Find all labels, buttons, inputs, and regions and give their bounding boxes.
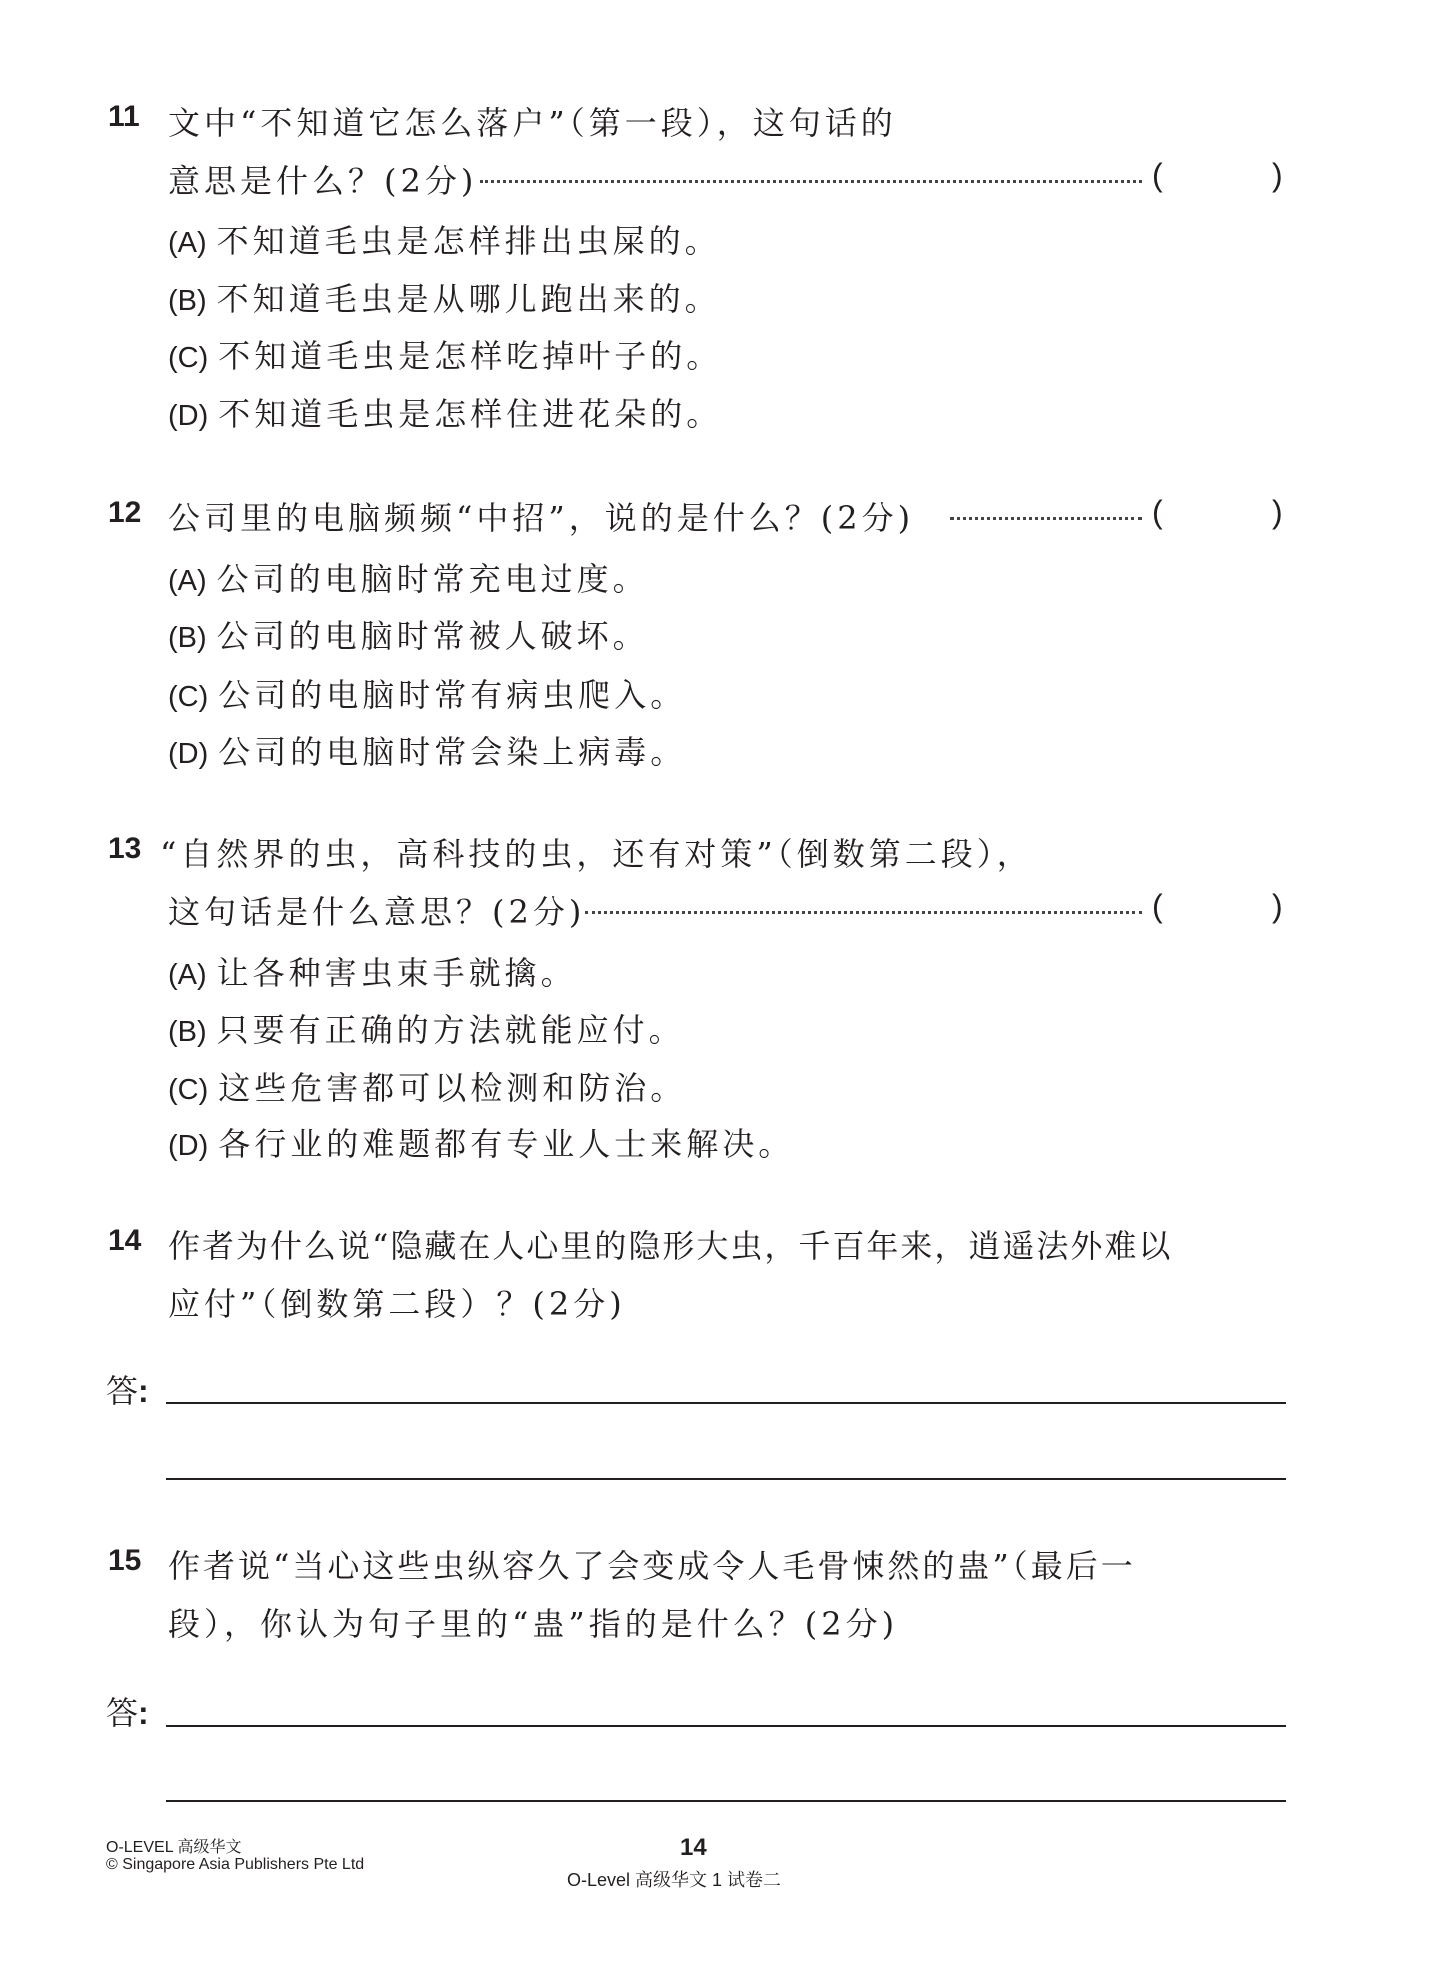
- option-label: (D): [168, 738, 209, 770]
- answer-bracket-close: ): [1272, 157, 1283, 193]
- answer-bracket-open: (: [1152, 157, 1163, 193]
- answer-label-text: 答: [106, 1694, 139, 1732]
- option-label: (C): [168, 1074, 209, 1106]
- question-text: 作者为什么说“隐藏在人心里的隐形大虫，千百年来，逍遥法外难以: [168, 1227, 1173, 1265]
- option-text: 不知道毛虫是从哪儿跑出来的。: [216, 280, 721, 318]
- question-number: 11: [108, 100, 140, 133]
- dotted-leader: [480, 180, 1142, 183]
- option-text: 公司的电脑时常有病虫爬入。: [218, 676, 687, 714]
- option-a: [168, 216, 721, 262]
- question-text: 作者说“当心这些虫纵容久了会变成令人毛骨悚然的蛊”（最后一: [168, 1547, 1136, 1585]
- answer-line[interactable]: [166, 1800, 1286, 1802]
- option-d: [168, 389, 722, 435]
- question-text: 公司里的电脑频频“中招”，说的是什么？(2分): [168, 499, 915, 537]
- option-c: [168, 1063, 686, 1109]
- answer-bracket-open: (: [1152, 494, 1163, 530]
- option-label: (B): [168, 622, 207, 654]
- question-number: 14: [108, 1224, 142, 1257]
- page-number: 14: [680, 1834, 707, 1861]
- option-b: [168, 611, 649, 657]
- option-text: 只要有正确的方法就能应付。: [216, 1011, 685, 1049]
- option-b: [168, 274, 721, 320]
- question-number: 12: [108, 496, 142, 529]
- answer-bracket-open: (: [1152, 888, 1163, 924]
- option-label: (C): [168, 342, 209, 374]
- option-a: [168, 554, 649, 600]
- question-text: 文中“不知道它怎么落户”（第一段），这句话的: [168, 104, 897, 142]
- option-d: [168, 727, 686, 773]
- footer-paper-title: O-Level 高级华文 1 试卷二: [567, 1870, 782, 1890]
- option-text: 不知道毛虫是怎样排出虫屎的。: [216, 222, 721, 260]
- question-text: 这句话是什么意思？(2分): [168, 893, 586, 931]
- option-label: (D): [168, 400, 209, 432]
- question-text: 应付”（倒数第二段）？(2分): [168, 1285, 626, 1323]
- question-text: 段），你认为句子里的“蛊”指的是什么？(2分): [168, 1605, 899, 1643]
- answer-label: [106, 1688, 149, 1734]
- option-text: 各行业的难题都有专业人士来解决。: [218, 1125, 795, 1163]
- option-text: 公司的电脑时常充电过度。: [216, 560, 649, 598]
- question-number: 15: [108, 1544, 142, 1577]
- dotted-leader: [585, 911, 1142, 914]
- question-text: “自然界的虫，高科技的虫，还有对策”（倒数第二段），: [160, 835, 1033, 873]
- question-number: 13: [108, 832, 142, 865]
- answer-colon: :: [138, 1695, 149, 1731]
- option-label: (D): [168, 1130, 209, 1162]
- option-label: (B): [168, 1016, 207, 1048]
- answer-colon: :: [138, 1373, 149, 1409]
- option-c: [168, 331, 722, 377]
- answer-label: [106, 1366, 149, 1412]
- option-a: [168, 948, 577, 994]
- answer-line[interactable]: [166, 1402, 1286, 1404]
- option-b: [168, 1005, 685, 1051]
- answer-line[interactable]: [166, 1478, 1286, 1480]
- option-label: (A): [168, 227, 207, 259]
- option-c: [168, 670, 686, 716]
- option-text: 这些危害都可以检测和防治。: [218, 1069, 687, 1107]
- dotted-leader: [950, 517, 1142, 520]
- answer-bracket-close: ): [1272, 888, 1283, 924]
- footer-book-title: O-LEVEL 高级华文: [106, 1839, 242, 1856]
- answer-line[interactable]: [166, 1725, 1286, 1727]
- option-label: (A): [168, 959, 207, 991]
- option-text: 不知道毛虫是怎样住进花朵的。: [218, 395, 723, 433]
- option-text: 不知道毛虫是怎样吃掉叶子的。: [218, 337, 723, 375]
- option-text: 公司的电脑时常被人破坏。: [216, 617, 649, 655]
- option-label: (B): [168, 285, 207, 317]
- option-text: 公司的电脑时常会染上病毒。: [218, 733, 687, 771]
- option-text: 让各种害虫束手就擒。: [216, 954, 577, 992]
- footer-copyright: © Singapore Asia Publishers Pte Ltd: [106, 1856, 365, 1873]
- answer-label-text: 答: [106, 1372, 139, 1410]
- question-text: 意思是什么？(2分): [168, 162, 478, 200]
- option-label: (A): [168, 565, 207, 597]
- option-label: (C): [168, 681, 209, 713]
- option-d: [168, 1119, 794, 1165]
- answer-bracket-close: ): [1272, 494, 1283, 530]
